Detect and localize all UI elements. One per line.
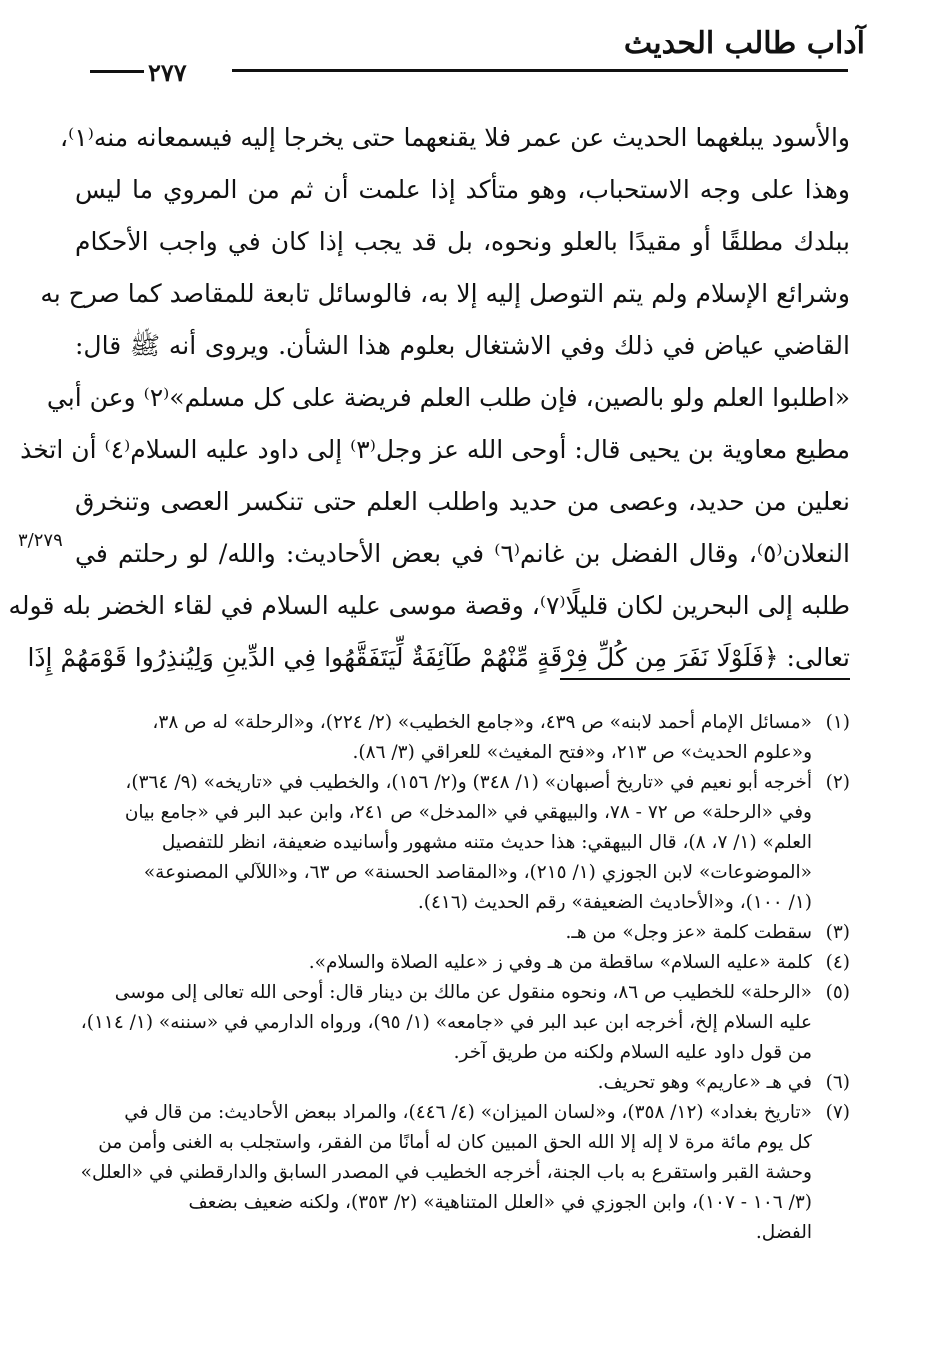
body-line: وهذا على وجه الاستحباب، وهو متأكد إذا علمت أن ثم من المروي ما ليس bbox=[75, 175, 850, 204]
header-rule-short bbox=[90, 70, 144, 73]
running-header-title: آداب طالب الحديث bbox=[623, 26, 865, 61]
footnote-line bbox=[72, 948, 850, 978]
body-line: «اطلبوا العلم ولو بالصين، فإن طلب العلم فريضة على كل مسلم»⁽٢⁾ وعن أبي bbox=[46, 383, 850, 412]
footnote-number: (٦) bbox=[825, 1072, 850, 1093]
footnote-text: (١/ ١٠٠)، و«الأحاديث الضعيفة» رقم الحديث (٤١٦). bbox=[417, 892, 812, 913]
footnote-text: «الموضوعات» لابن الجوزي (١/ ٢١٥)، و«المقاصد الحسنة» ص ٦٣، و«اللآلي المصنوعة» bbox=[143, 862, 812, 883]
footnote-text: سقطت كلمة «عز وجل» من هـ. bbox=[565, 922, 812, 943]
footnote-text: عليه السلام إلخ، أخرجه ابن عبد البر في «جامعه» (١/ ٩٥)، ورواه الدارمي في «سننه» (١/ ١١٤)، bbox=[80, 1012, 812, 1033]
footnote-line bbox=[72, 1068, 850, 1098]
footnote bbox=[72, 1068, 850, 1098]
footnote-number: (٢) bbox=[825, 772, 850, 793]
margin-page-reference: ٣/٢٧٩ bbox=[18, 530, 63, 551]
footnote-line bbox=[72, 708, 850, 738]
footnote-number: (٣) bbox=[825, 922, 850, 943]
footnote-line bbox=[72, 828, 850, 858]
body-line: وشرائع الإسلام ولم يتم التوصل إليه إلا به، فالوسائل تابعة للمقاصد كما صرح به bbox=[40, 279, 850, 308]
footnote-line bbox=[72, 798, 850, 828]
footnote-line bbox=[72, 1128, 850, 1158]
footnote bbox=[72, 948, 850, 978]
body-line: والأسود يبلغهما الحديث عن عمر فلا يقنعهما حتى يخرجا إليه فيسمعانه منه⁽١⁾، bbox=[60, 123, 850, 152]
footnote-text: «الرحلة» للخطيب ص ٨٦، ونحوه منقول عن مالك بن دينار قال: أوحى الله تعالى إلى موسى bbox=[114, 982, 812, 1003]
page-number: ٢٧٧ bbox=[148, 58, 187, 87]
footnote-line bbox=[72, 858, 850, 888]
footnote-text: (٣/ ١٠٦ - ١٠٧)، وابن الجوزي في «العلل المتناهية» (٢/ ٣٥٣)، ولكنه ضعيف بضعف bbox=[188, 1192, 812, 1213]
footnote-text: كلمة «عليه السلام» ساقطة من هـ وفي ز «عليه الصلاة والسلام». bbox=[308, 952, 812, 973]
footnote-text: كل يوم مائة مرة لا إله إلا الله الحق المبين كان له أمانًا من الفقر، واستجلب به الغنى وأمن من bbox=[98, 1132, 812, 1153]
footnote-text: و«علوم الحديث» ص ٢١٣، و«فتح المغيث» للعراقي (٣/ ٨٦). bbox=[352, 742, 812, 763]
footnote-text: «تاريخ بغداد» (١٢/ ٣٥٨)، و«لسان الميزان» (٤/ ٤٤٦)، والمراد ببعض الأحاديث: من قال في bbox=[124, 1102, 812, 1123]
footnote-text: الفضل. bbox=[755, 1222, 812, 1243]
footnote-line bbox=[72, 978, 850, 1008]
footnote bbox=[72, 708, 850, 768]
footnote-line bbox=[72, 888, 850, 918]
body-line: النعلان⁽٥⁾، وقال الفضل بن غانم⁽٦⁾ في بعض الأحاديث: والله/ لو رحلتم في bbox=[75, 539, 850, 568]
footnote-text: «مسائل الإمام أحمد لابنه» ص ٤٣٩، و«جامع الخطيب» (٢/ ٢٢٤)، و«الرحلة» له ص ٣٨، bbox=[152, 712, 812, 733]
footnote-separator bbox=[560, 678, 850, 680]
footnote-number: (٧) bbox=[825, 1102, 850, 1123]
body-line: مطيع معاوية بن يحيى قال: أوحى الله عز وجل⁽٣⁾ إلى داود عليه السلام⁽٤⁾ أن اتخذ bbox=[20, 435, 850, 464]
footnote bbox=[72, 978, 850, 1068]
footnote-text: أخرجه أبو نعيم في «تاريخ أصبهان» (١/ ٣٤٨) و(٢/ ١٥٦)، والخطيب في «تاريخه» (٩/ ٣٦٤)، bbox=[125, 772, 812, 793]
footnotes bbox=[72, 708, 850, 1248]
footnote-text: العلم» (١/ ٧، ٨)، قال البيهقي: هذا حديث متنه مشهور وأسانيده ضعيفة، انظر للتفصيل bbox=[161, 832, 812, 853]
footnote-line bbox=[72, 1098, 850, 1128]
footnote-line bbox=[72, 738, 850, 768]
footnote-number: (٥) bbox=[825, 982, 850, 1003]
footnote bbox=[72, 1098, 850, 1248]
footnote bbox=[72, 768, 850, 918]
header-rule bbox=[232, 69, 848, 72]
footnote-line bbox=[72, 768, 850, 798]
footnote-text: وحشة القبر واستقرع به باب الجنة، أخرجه الخطيب في المصدر السابق والدارقطني في «العلل» bbox=[80, 1162, 812, 1183]
footnote-number: (٤) bbox=[825, 952, 850, 973]
footnote-text: من قول داود عليه السلام ولكنه من طريق آخر. bbox=[453, 1042, 812, 1063]
body-line: ببلدك مطلقًا أو مقيدًا بالعلو ونحوه، بل قد يجب إذا كان في واجب الأحكام bbox=[75, 227, 850, 256]
footnote-number: (١) bbox=[825, 712, 850, 733]
body-line: القاضي عياض في ذلك وفي الاشتغال بعلوم هذا الشأن. ويروى أنه ﷺ قال: bbox=[75, 331, 850, 360]
quran-verse-line: تعالى: ﴿فَلَوْلَا نَفَرَ مِن كُلِّ فِرْقَةٍ مِّنْهُمْ طَآئِفَةٌ لِّيَتَفَقَّهُوا فِي الدِّينِ وَلِيُنذِرُوا قَوْمَهُمْ إِذَا bbox=[27, 643, 850, 672]
footnote-line bbox=[72, 1218, 850, 1248]
footnote-line bbox=[72, 1008, 850, 1038]
footnote-line bbox=[72, 1038, 850, 1068]
footnote bbox=[72, 918, 850, 948]
footnote-line bbox=[72, 918, 850, 948]
footnote-text: في هـ «عاريم» وهو تحريف. bbox=[597, 1072, 812, 1093]
footnote-line bbox=[72, 1188, 850, 1218]
body-line: طلبه إلى البحرين لكان قليلًا⁽٧⁾، وقصة موسى عليه السلام في لقاء الخضر بله قوله bbox=[8, 591, 850, 620]
body-line: نعلين من حديد، وعصى من حديد واطلب العلم حتى تنكسر العصى وتنخرق bbox=[75, 487, 850, 516]
footnote-line bbox=[72, 1158, 850, 1188]
footnote-text: وفي «الرحلة» ص ٧٢ - ٧٨، والبيهقي في «المدخل» ص ٢٤١، وابن عبد البر في «جامع بيان bbox=[124, 802, 812, 823]
